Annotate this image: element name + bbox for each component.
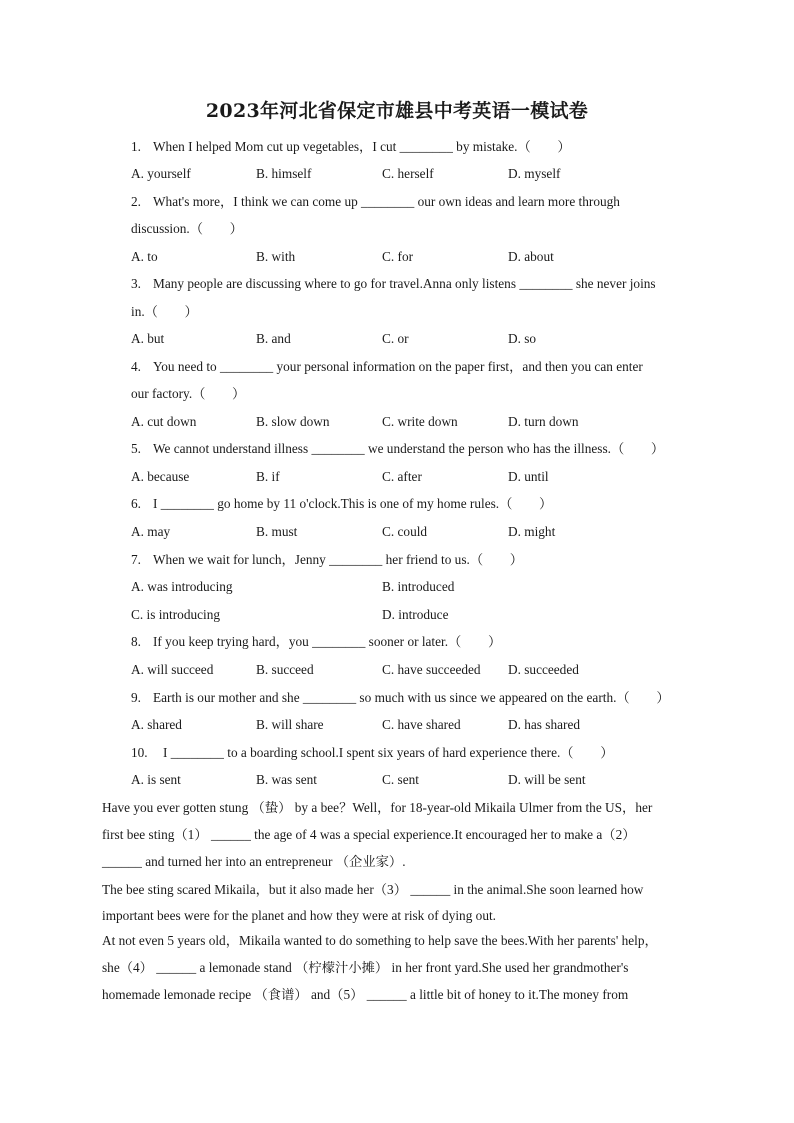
option-b: B. will share xyxy=(256,717,324,732)
exam-title: 2023年河北省保定市雄县中考英语一模试卷 xyxy=(205,100,589,122)
passage-line: The bee sting scared Mikaila，but it also made her（3） ______ in the animal.She soon learned how xyxy=(102,882,644,897)
option-a: A. because xyxy=(131,469,190,484)
option-a: A. was introducing xyxy=(131,579,233,594)
option-d: D. until xyxy=(508,469,549,484)
option-d: D. will be sent xyxy=(508,772,586,787)
option-d: D. succeeded xyxy=(508,662,579,677)
option-d: D. introduce xyxy=(382,607,449,622)
option-c: C. herself xyxy=(382,166,434,181)
question-9 xyxy=(131,689,701,707)
option-c: C. is introducing xyxy=(131,607,221,622)
option-d: D. about xyxy=(508,249,554,264)
question-text: Many people are discussing where to go for travel.Anna only listens ________ she never joins xyxy=(153,276,656,291)
question-10 xyxy=(131,744,701,762)
option-b: B. if xyxy=(256,469,280,484)
option-c: C. or xyxy=(382,331,409,346)
question-text: We cannot understand illness ________ we understand the person who has the illness.（ ） xyxy=(153,441,665,456)
question-continuation: discussion.（ ） xyxy=(131,221,243,236)
question-number: 1. xyxy=(131,139,141,154)
passage-line: first bee sting（1） ______ the age of 4 was a special experience.It encouraged her to make a（2） xyxy=(102,827,636,842)
option-c: C. have succeeded xyxy=(382,662,481,677)
passage-line: Have you ever gotten stung （蛰） by a bee？Well，for 18-year-old Mikaila Ulmer from the US，her xyxy=(102,800,653,815)
option-b: B. must xyxy=(256,524,298,539)
question-3 xyxy=(131,275,701,293)
passage-line: ______ and turned her into an entrepreneur （企业家）. xyxy=(102,854,406,869)
question-continuation: in.（ ） xyxy=(131,304,198,319)
question-number: 3. xyxy=(131,276,141,291)
option-b: B. himself xyxy=(256,166,312,181)
option-b: B. slow down xyxy=(256,414,330,429)
question-4 xyxy=(131,358,701,376)
passage-line: At not even 5 years old，Mikaila wanted to do something to help save the bees.With her parents' help， xyxy=(102,933,658,948)
question-text: Earth is our mother and she ________ so much with us since we appeared on the earth.（ ） xyxy=(153,690,670,705)
option-d: D. turn down xyxy=(508,414,579,429)
passage-line: she（4） ______ a lemonade stand （柠檬汁小摊） in her front yard.She used her grandmother's xyxy=(102,960,629,975)
question-text: When I helped Mom cut up vegetables，I cut ________ by mistake.（ ） xyxy=(153,139,571,154)
question-number: 8. xyxy=(131,634,141,649)
option-c: C. for xyxy=(382,249,414,264)
option-c: C. could xyxy=(382,524,428,539)
passage-line: homemade lemonade recipe （食谱） and（5） ______ a little bit of honey to it.The money from xyxy=(102,987,629,1002)
question-text: I ________ to a boarding school.I spent six years of hard experience there.（ ） xyxy=(163,745,614,760)
question-1 xyxy=(131,138,701,156)
option-a: A. yourself xyxy=(131,166,191,181)
option-b: B. succeed xyxy=(256,662,314,677)
option-a: A. may xyxy=(131,524,171,539)
question-number: 4. xyxy=(131,359,141,374)
question-text: When we wait for lunch，Jenny ________ her friend to us.（ ） xyxy=(153,552,524,567)
option-a: A. cut down xyxy=(131,414,197,429)
question-7 xyxy=(131,551,701,569)
option-c: C. sent xyxy=(382,772,419,787)
question-number: 2. xyxy=(131,194,141,209)
option-d: D. so xyxy=(508,331,537,346)
option-d: D. myself xyxy=(508,166,561,181)
option-a: A. to xyxy=(131,249,158,264)
question-number: 5. xyxy=(131,441,141,456)
option-b: B. with xyxy=(256,249,296,264)
question-number: 6. xyxy=(131,496,141,511)
option-c: C. have shared xyxy=(382,717,461,732)
question-2 xyxy=(131,193,701,211)
option-d: D. has shared xyxy=(508,717,581,732)
option-c: C. after xyxy=(382,469,422,484)
question-8 xyxy=(131,633,701,651)
question-5 xyxy=(131,440,701,458)
option-c: C. write down xyxy=(382,414,458,429)
question-text: You need to ________ your personal information on the paper first，and then you can enter xyxy=(153,359,643,374)
option-a: A. will succeed xyxy=(131,662,214,677)
question-text: I ________ go home by 11 o'clock.This is one of my home rules.（ ） xyxy=(153,496,553,511)
option-b: B. introduced xyxy=(382,579,455,594)
question-text: If you keep trying hard，you ________ sooner or later.（ ） xyxy=(153,634,502,649)
question-text: What's more，I think we can come up ________ our own ideas and learn more through xyxy=(153,194,620,209)
question-number: 9. xyxy=(131,690,141,705)
question-number: 7. xyxy=(131,552,141,567)
option-a: A. is sent xyxy=(131,772,181,787)
option-a: A. shared xyxy=(131,717,182,732)
question-6 xyxy=(131,495,701,513)
option-b: B. was sent xyxy=(256,772,317,787)
option-d: D. might xyxy=(508,524,556,539)
option-b: B. and xyxy=(256,331,291,346)
passage-line: important bees were for the planet and how they were at risk of dying out. xyxy=(102,908,496,923)
option-a: A. but xyxy=(131,331,165,346)
question-continuation: our factory.（ ） xyxy=(131,386,246,401)
question-number: 10. xyxy=(131,745,148,760)
